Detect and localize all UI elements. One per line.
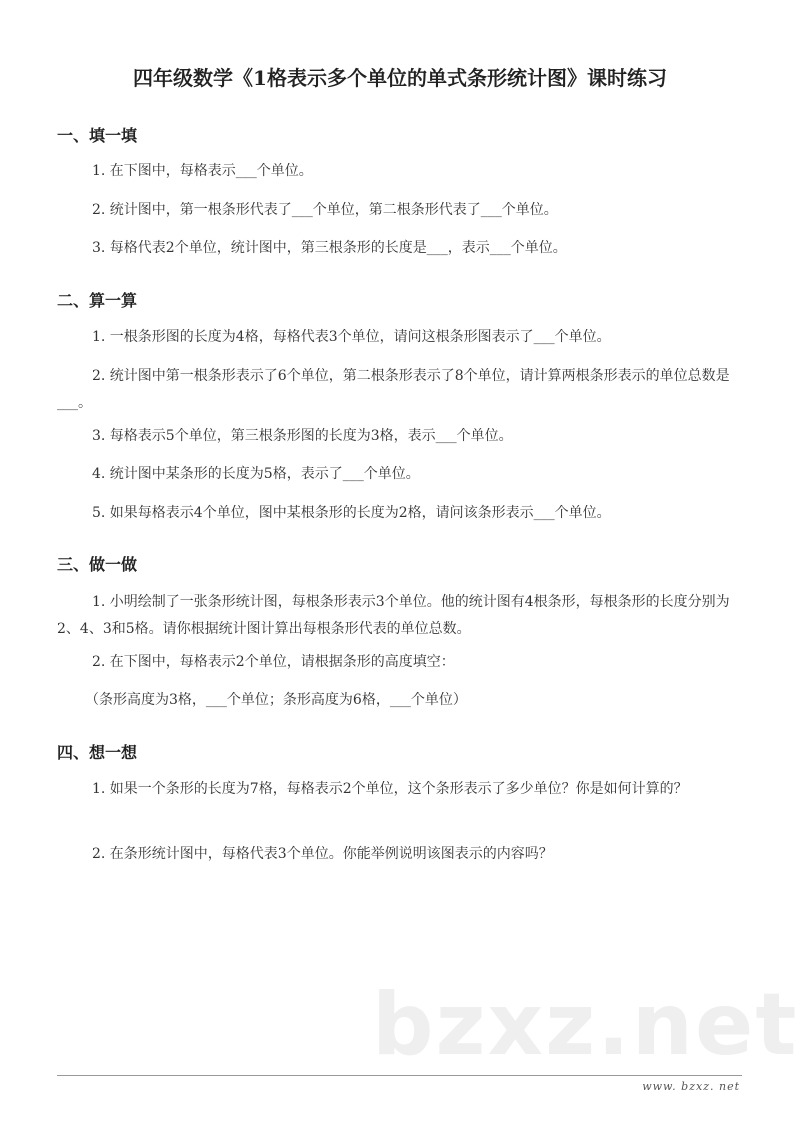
section-heading-calculate: 二、算一算 [57, 291, 138, 310]
question-item: （条形高度为3格，___个单位；条形高度为6格，___个单位） [85, 692, 467, 708]
question-item: 1. 小明绘制了一张条形统计图，每根条形表示3个单位。他的统计图有4根条形，每根条形的长度分别为2、4、3和5格。请你根据统计图计算出每根条形代表的单位总数。 [57, 594, 730, 637]
question-item: 4. 统计图中某条形的长度为5格，表示了___个单位。 [92, 466, 420, 482]
question-item: 1. 一根条形图的长度为4格，每格代表3个单位，请问这根条形图表示了___个单位。 [92, 329, 611, 345]
question-item: 2. 统计图中第一根条形表示了6个单位，第二根条形表示了8个单位，请计算两根条形表示的单位总数是___。 [57, 368, 730, 411]
footer-url: www. bzxz. net [642, 1080, 740, 1093]
footer-divider [57, 1075, 742, 1076]
question-item: 1. 在下图中，每格表示___个单位。 [92, 163, 313, 179]
question-item: 2. 在条形统计图中，每格代表3个单位。你能举例说明该图表示的内容吗？ [92, 846, 553, 862]
question-item: 1. 如果一个条形的长度为7格，每格表示2个单位，这个条形表示了多少单位？你是如何计算的？ [92, 781, 688, 797]
question-item: 5. 如果每格表示4个单位，图中某根条形的长度为2格，请问该条形表示___个单位。 [92, 505, 611, 521]
question-item: 3. 每格代表2个单位，统计图中，第三根条形的长度是___，表示___个单位。 [92, 240, 567, 256]
watermark: bzxz.net [372, 975, 799, 1075]
section-heading-do: 三、做一做 [57, 555, 138, 574]
page-title: 四年级数学《1格表示多个单位的单式条形统计图》课时练习 [133, 66, 667, 90]
section-heading-fill: 一、填一填 [57, 126, 138, 145]
section-heading-think: 四、想一想 [57, 743, 138, 762]
question-item: 2. 统计图中，第一根条形代表了___个单位，第二根条形代表了___个单位。 [92, 202, 558, 218]
question-item: 2. 在下图中，每格表示2个单位，请根据条形的高度填空： [92, 654, 455, 670]
question-item: 3. 每格表示5个单位，第三根条形图的长度为3格，表示___个单位。 [92, 428, 513, 444]
